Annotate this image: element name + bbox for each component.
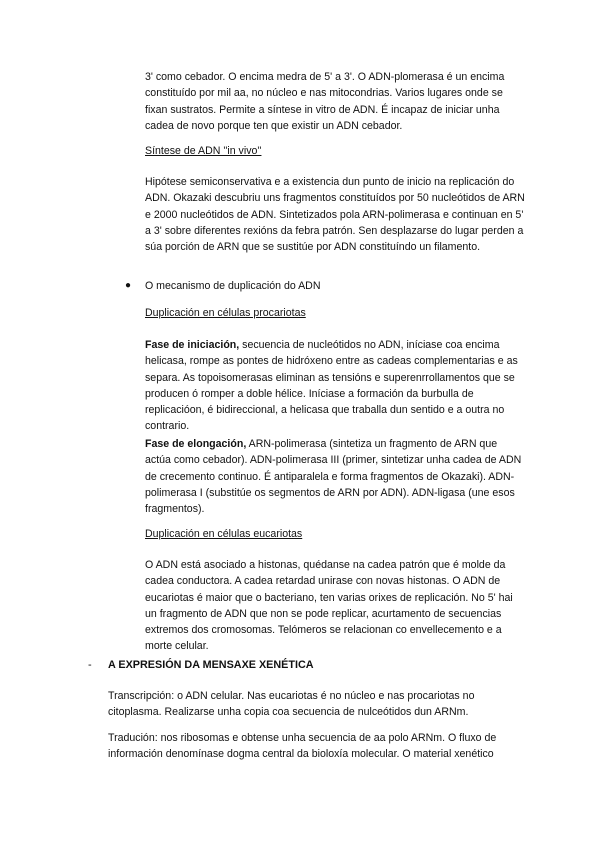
intro-paragraph: [145, 69, 525, 134]
eucariotas-body-block: [145, 557, 525, 655]
intro-text: 3' como cebador. O encima medra de 5' a 3'. O ADN-plomerasa é un encima constituído por mil aa, no núcleo e nas mitocondrias. Varios lugares onde se fixan sustratos. Permite a síntese in vitro de ADN. É incapaz de iniciar unha cadea de novo porque ten que existir un ADN cebador.: [145, 71, 505, 132]
sintese-body-block: [145, 174, 525, 255]
iniciacion-body: secuencia de nucleótidos no ADN, iníciase coa encima helicasa, rompe as pontes de hidróxeno entre as cadeas complementarias e as separa. As topoisomerasas eliminan as tensións e superenrrollamentos que se producen ó romper a doble hélice. Iníciase a formación da burbulla de replicacióon, é bidireccional, a helicasa que traballa dun sentido e a outra no contrario.: [145, 339, 518, 433]
eucariotas-section: [145, 526, 525, 542]
iniciacion-label: Fase de iniciación,: [145, 339, 240, 351]
sintese-body: Hipótese semiconservativa e a existencia dun punto de inicio na replicación do ADN. Okazaki descubriu uns fragmentos constituídos por 50 nucleótidos de ARN e 2000 nucleótidos de ADN. Sintetizados pola ARN-polimerasa e continuan en 5' a 3' sobre diferentes rexións da febra patrón. Sen desplazarse do lugar perden a súa porción de ARN que se sustitúe por ADN constituíndo un filamento.: [145, 176, 525, 254]
transcripcion-paragraph: [108, 688, 528, 721]
eucariotas-title: Duplicación en células eucariotas: [145, 528, 303, 540]
elongacion-label: Fase de elongación,: [145, 438, 247, 450]
bullet-dot-icon: ●: [125, 280, 132, 291]
elongacion-body: ARN-polimerasa (sintetiza un fragmento de ARN que actúa como cebador). ADN-polimerasa III (primer, sintetizar unha cadea de ADN de crecemento continuo. É antiparalela e forma fragmentos de Okazaki). ADN-polimerasa I (substitúe os segmentos de ARN por ADN). ADN-ligasa (une esos fragmentos).: [145, 438, 522, 516]
eucariotas-body: O ADN está asociado a histonas, quédanse na cadea patrón que é molde da cadea conductora. A cadea retardad unirase con novas histonas. O ADN de eucariotas é maior que o bacteriano, ten varias orixes de replicación. No 5' hai un fragmento de ADN que non se pode replicar, acurtamento de secuencias extremos dos cromosomas. Telómeros se relacionan co envellecemento e a morte celular.: [145, 559, 513, 653]
traducion-text: Tradución: nos ribosomas e obtense unha secuencia de aa polo ARNm. O fluxo de información denomínase dogma central da bioloxía molecular. O material xenético: [108, 732, 497, 761]
iniciacion-paragraph: [145, 337, 525, 435]
elongacion-paragraph: [145, 436, 525, 517]
sintese-title: Síntese de ADN ''in vivo'': [145, 145, 262, 157]
elongacion-text: [145, 436, 525, 517]
iniciacion-text: [145, 337, 525, 435]
transcripcion-text: Transcripción: o ADN celular. Nas eucariotas é no núcleo e nas procariotas no citoplasma. Realizarse unha copia coa secuencia de nulceótidos dun ARNm.: [108, 690, 475, 719]
procariotas-section: [145, 305, 525, 321]
expresion-heading-row: [88, 657, 528, 673]
sintese-section: [145, 143, 525, 159]
traducion-paragraph: [108, 730, 528, 763]
dash-marker: -: [88, 659, 92, 671]
bullet-text: O mecanismo de duplicación do ADN: [145, 280, 321, 292]
bullet-item: [125, 278, 525, 294]
expresion-heading: A EXPRESIÓN DA MENSAXE XENÉTICA: [108, 659, 314, 671]
procariotas-title: Duplicación en células procariotas: [145, 307, 306, 319]
